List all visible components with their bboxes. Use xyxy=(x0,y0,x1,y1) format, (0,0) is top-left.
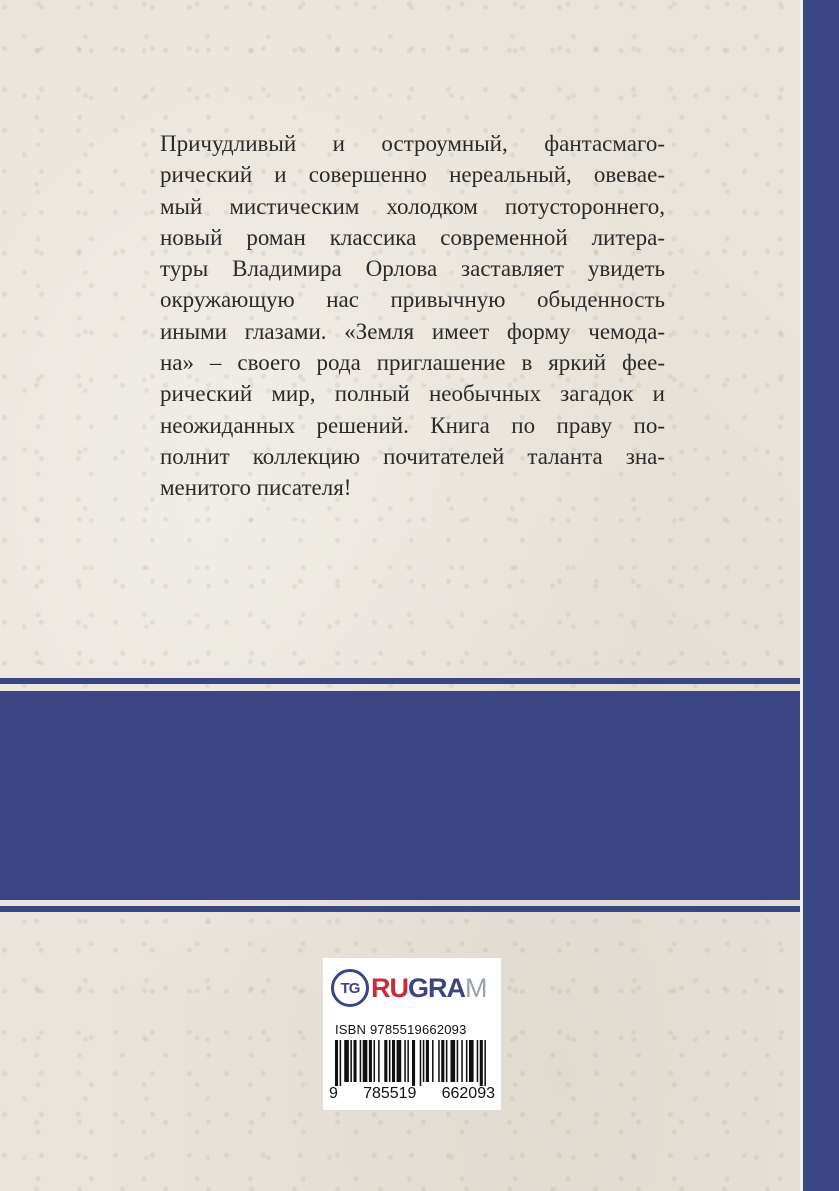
isbn-barcode-panel xyxy=(323,958,501,1110)
blurb-line: рический и совершенно нереальный, овевае- xyxy=(160,162,665,188)
blurb-line: окружающую нас привычную обыденность xyxy=(160,287,665,313)
barcode-bar xyxy=(480,1040,483,1086)
blurb-line: менитого писателя! xyxy=(160,475,352,501)
barcode-bar xyxy=(477,1040,479,1082)
barcode-bar xyxy=(335,1040,338,1086)
band-top-stripe xyxy=(0,678,800,684)
blurb-line: рический мир, полный необычных загадок и xyxy=(160,381,665,407)
blurb-line: новый роман классика современной литера- xyxy=(160,224,665,250)
barcode-digit-first: 9 xyxy=(329,1085,338,1102)
book-blurb xyxy=(160,128,665,504)
barcode-bar xyxy=(363,1040,368,1082)
barcode-bar xyxy=(420,1040,422,1086)
barcode-bar xyxy=(407,1040,409,1082)
barcode-bar xyxy=(350,1040,352,1082)
barcode-bar xyxy=(384,1040,387,1082)
barcode-bar xyxy=(469,1040,474,1082)
barcode-bar xyxy=(446,1040,448,1082)
barcode-bar xyxy=(412,1040,415,1086)
barcode-bar xyxy=(340,1040,342,1086)
barcode-bar xyxy=(423,1040,425,1082)
blurb-line: мый мистическим холодком потустороннего, xyxy=(160,193,665,219)
barcode-bar xyxy=(426,1040,429,1082)
blurb-line: иными глазами. «Земля имеет форму чемода- xyxy=(160,318,665,344)
barcode-bar xyxy=(404,1040,406,1082)
barcode-bar xyxy=(397,1040,402,1082)
barcode-bar xyxy=(484,1040,486,1086)
barcode-bar xyxy=(451,1040,456,1082)
barcode-bar xyxy=(392,1040,395,1082)
barcode-bar xyxy=(374,1040,376,1082)
barcode-digit-group: 662093 xyxy=(441,1085,495,1102)
blurb-line: Причудливый и остроумный, фантасмаго- xyxy=(160,131,665,156)
isbn-label: ISBN 9785519662093 xyxy=(335,1022,467,1037)
barcode-bar xyxy=(461,1040,463,1082)
wordmark-part: GRA xyxy=(408,972,465,1003)
barcode-digits xyxy=(329,1085,495,1103)
barcode-bar xyxy=(441,1040,444,1082)
barcode-bar xyxy=(378,1040,380,1082)
wordmark-part: RU xyxy=(371,972,408,1003)
barcode-bar xyxy=(466,1040,468,1082)
barcode-bar xyxy=(432,1040,434,1082)
decorative-blue-band xyxy=(0,691,800,900)
publisher-wordmark xyxy=(371,973,487,1004)
blurb-line: неожиданных решений. Книга по праву по- xyxy=(160,412,665,438)
wordmark-part: M xyxy=(465,972,487,1003)
barcode-digit-group: 785519 xyxy=(363,1085,417,1102)
spine-band xyxy=(803,0,839,1191)
band-bottom-stripe xyxy=(0,906,800,912)
blurb-line: туры Владимира Орлова заставляет увидеть xyxy=(160,256,665,282)
barcode-bar xyxy=(360,1040,362,1082)
barcode-icon xyxy=(335,1040,489,1086)
publisher-logo-mark-icon: TG xyxy=(331,969,369,1007)
barcode-bar xyxy=(457,1040,459,1082)
barcode-bar xyxy=(438,1040,440,1082)
barcode-bar xyxy=(369,1040,372,1082)
blurb-line: полнит коллекцию почитателей таланта зна- xyxy=(160,443,665,469)
barcode-bar xyxy=(344,1040,349,1082)
barcode-bar xyxy=(353,1040,356,1082)
publisher-logo xyxy=(331,968,493,1008)
blurb-line: на» – своего рода приглашение в яркий фее- xyxy=(160,350,665,376)
barcode-bar xyxy=(389,1040,391,1082)
